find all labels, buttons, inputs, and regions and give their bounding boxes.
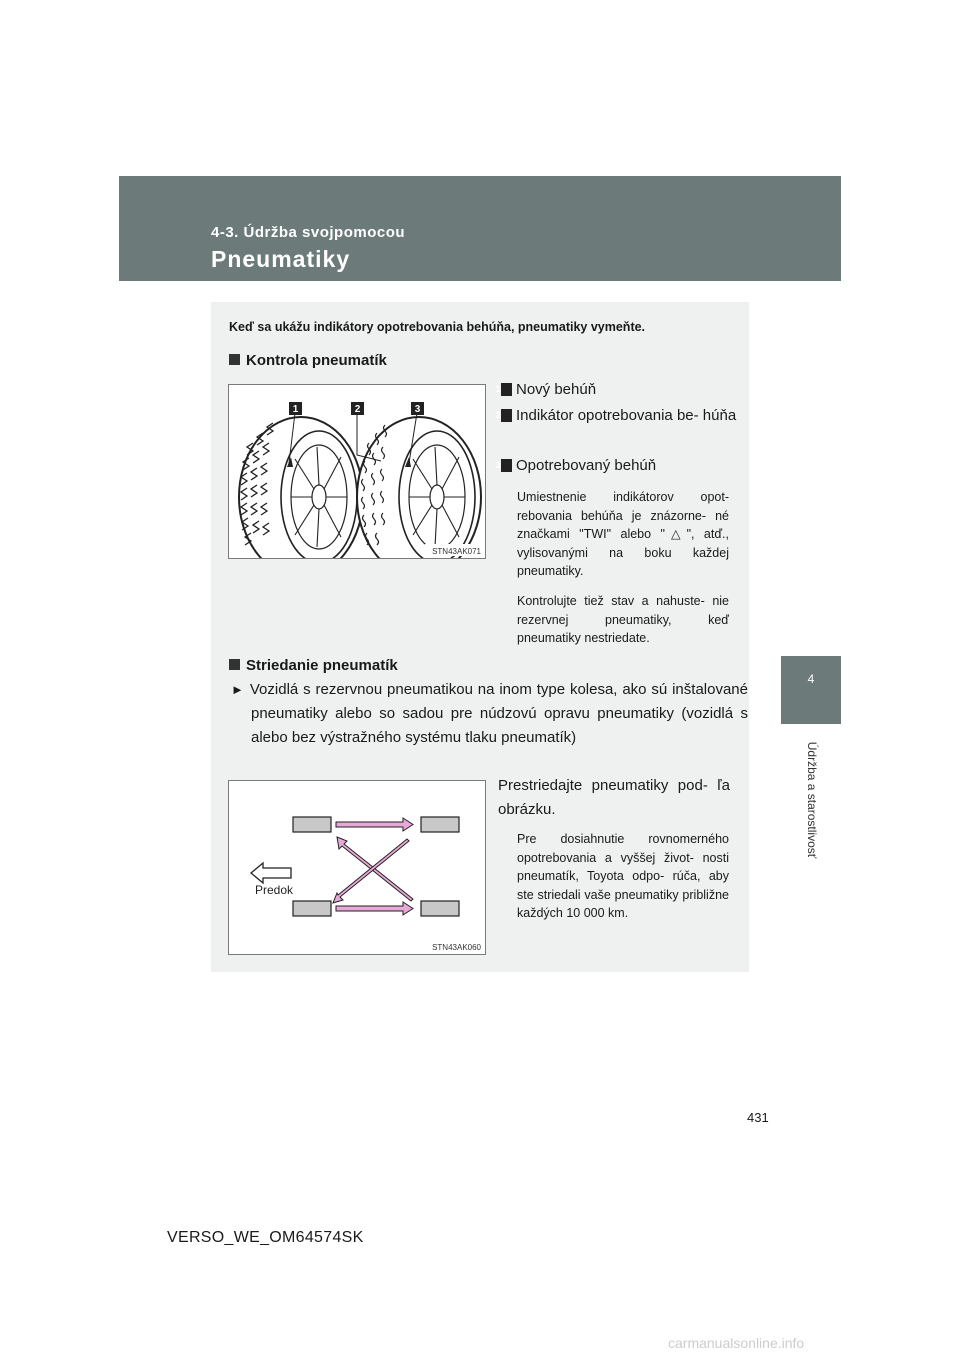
chapter-number: 4 [807,672,815,686]
triangle-bullet-icon: ► [231,682,244,697]
legend-item-wear-indicator: 2 Indikátor opotrebovania be- húňa [495,407,737,424]
front-label: Predok [255,883,294,897]
callout-1: 1 [292,404,299,415]
content-panel [211,302,749,972]
legend-item-new-tread: 1 Nový behúň [495,381,597,398]
front-direction-arrow-icon [251,863,291,883]
arrow-top [336,818,413,831]
number-badge-2: 2 [501,409,512,422]
legend-item-worn-tread: 3 Opotrebovaný behúň [495,457,657,474]
note-twi-indicators: Umiestnenie indikátorov opot- rebovania behúňa je znázorne- né značkami "TWI" alebo "△", atď., vylisovanými na boku každej pneumatiky. [517,490,729,578]
tire-rear-left [421,817,459,832]
square-bullet-icon [229,354,240,365]
page-title: Pneumatiky [211,246,351,272]
note-rotation-interval: Pre dosiahnutie rovnomerného opotrebovania a vyššej život- nosti pneumatík, Toyota odpo- rúča, aby ste striedali vaše pneumatiky približne každých 10 000 km. [517,832,729,920]
figure-code: STN43AK071 [432,547,481,556]
rotation-diagram [229,781,485,954]
rotation-instruction: Prestriedajte pneumatiky pod- ľa obrázku. [498,777,730,818]
square-bullet-icon [229,659,240,670]
number-badge-3: 3 [501,459,512,472]
heading-tire-check: Kontrola pneumatík [229,352,387,369]
callout-3: 3 [414,404,421,415]
page-number: 431 [747,1110,769,1125]
number-badge-1: 1 [501,383,512,396]
chapter-title: Údržba a starostlivosť [805,741,819,859]
heading-tire-rotation: Striedanie pneumatík [229,657,398,674]
arrow-diagonal-down [333,839,409,903]
rotation-figure [228,780,486,955]
page-header [119,176,841,281]
tire-front-left [293,817,331,832]
figure-code: STN43AK060 [432,943,481,952]
vehicle-condition-bullet: ► Vozidlá s rezervnou pneumatikou na inom type kolesa, ako sú inštalované pneumatiky alebo so sadou pre núdzovú opravu pneumatiky (vozidlá s alebo bez výstražného systému tlaku pneumatík) [231,681,748,746]
chapter-tab [781,656,841,724]
callout-2: 2 [354,404,361,415]
tire-rear-right [421,901,459,916]
document-code: VERSO_WE_OM64574SK [167,1229,364,1246]
section-label: 4-3. Údržba svojpomocou [211,224,406,241]
tire-illustration [229,385,485,558]
watermark: carmanualsonline.info [668,1335,805,1351]
tire-figure [228,384,486,559]
note-spare-tire: Kontrolujte tiež stav a nahuste- nie rezervnej pneumatiky, keď pneumatiky nestriedate. [517,594,729,645]
tire-front-right [293,901,331,916]
arrow-bottom [336,902,413,915]
intro-text: Keď sa ukážu indikátory opotrebovania behúňa, pneumatiky vymeňte. [229,320,646,334]
